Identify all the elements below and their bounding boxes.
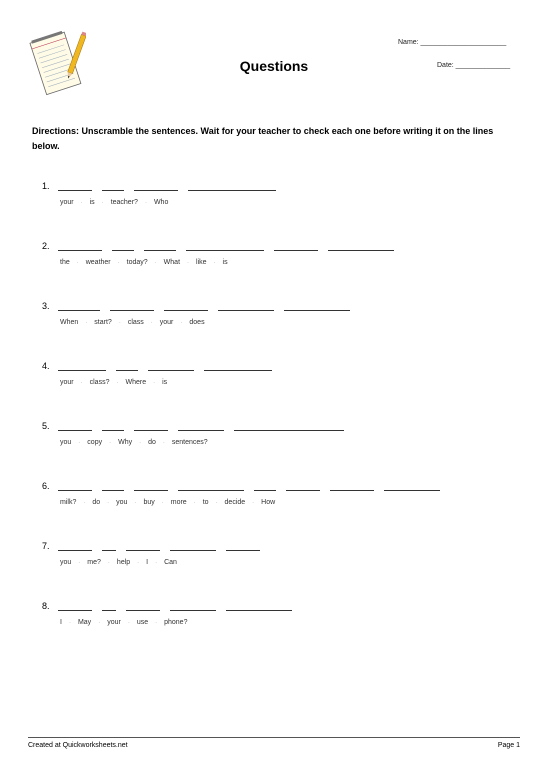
answer-line <box>42 181 286 193</box>
answer-blank <box>58 361 106 371</box>
scrambled-word: class? <box>89 379 110 386</box>
scrambled-word: use <box>136 619 149 626</box>
question-number: 1. <box>42 181 50 191</box>
scrambled-word: buy <box>143 499 155 506</box>
word-separator: · <box>161 500 164 506</box>
scrambled-word: your <box>60 199 74 206</box>
word-separator: · <box>118 320 121 326</box>
word-separator: · <box>155 560 158 566</box>
scrambled-word: Who <box>153 199 169 206</box>
answer-blank <box>134 181 178 191</box>
scrambled-words <box>60 379 167 386</box>
scrambled-word: more <box>170 499 187 506</box>
scrambled-word: When <box>60 319 79 326</box>
question-number: 6. <box>42 481 50 491</box>
scrambled-word: your <box>107 619 121 626</box>
question-item <box>42 421 522 461</box>
answer-blank <box>58 181 92 191</box>
word-separator: · <box>150 320 153 326</box>
answer-blank <box>112 241 134 251</box>
scrambled-word: does <box>189 319 205 326</box>
scrambled-word: you <box>116 499 128 506</box>
question-number: 3. <box>42 301 50 311</box>
scrambled-word: start? <box>94 319 112 326</box>
answer-blank <box>58 481 92 491</box>
scrambled-word: sentences? <box>171 439 208 446</box>
scrambled-word: your <box>60 379 74 386</box>
word-separator: · <box>107 560 110 566</box>
word-separator: · <box>78 440 81 446</box>
scrambled-word: is <box>162 379 168 386</box>
question-item <box>42 601 522 641</box>
question-number: 7. <box>42 541 50 551</box>
answer-line <box>42 361 282 373</box>
answer-blank <box>164 301 208 311</box>
word-separator: · <box>193 500 196 506</box>
scrambled-word: Why <box>118 439 133 446</box>
answer-blank <box>284 301 350 311</box>
answer-blank <box>116 361 138 371</box>
scrambled-word: is <box>222 259 228 266</box>
answer-blank <box>226 601 292 611</box>
scrambled-word: teacher? <box>110 199 138 206</box>
scrambled-word: phone? <box>164 619 188 626</box>
word-separator: · <box>98 620 101 626</box>
scrambled-word: your <box>159 319 174 326</box>
scrambled-word: milk? <box>60 499 77 506</box>
word-separator: · <box>134 500 137 506</box>
scrambled-word: Where <box>125 379 147 386</box>
scrambled-words <box>60 499 275 506</box>
answer-blank <box>102 541 116 551</box>
answer-line <box>42 421 354 433</box>
scrambled-word: you <box>60 559 72 566</box>
answer-blank <box>226 541 260 551</box>
answer-blank <box>58 241 102 251</box>
scrambled-word: decide <box>224 499 246 506</box>
answer-blank <box>178 481 244 491</box>
word-separator: · <box>101 200 104 206</box>
word-separator: · <box>107 500 110 506</box>
page-title: Questions <box>239 58 309 74</box>
answer-blank <box>204 361 272 371</box>
word-separator: · <box>215 500 218 506</box>
answer-blank <box>254 481 276 491</box>
name-field: Name: ______________________ <box>398 39 507 46</box>
answer-blank <box>134 421 168 431</box>
scrambled-word: weather <box>85 259 111 266</box>
answer-blank <box>218 301 274 311</box>
scrambled-word: do <box>92 499 101 506</box>
scrambled-word: like <box>196 259 207 266</box>
answer-blank <box>274 241 318 251</box>
question-number: 5. <box>42 421 50 431</box>
answer-blank <box>102 181 124 191</box>
footer-divider <box>28 737 520 738</box>
question-number: 8. <box>42 601 50 611</box>
answer-line <box>42 541 270 553</box>
scrambled-word: is <box>89 199 95 206</box>
scrambled-words <box>60 199 168 206</box>
word-separator: · <box>116 380 119 386</box>
word-separator: · <box>154 260 157 266</box>
word-separator: · <box>155 620 158 626</box>
scrambled-words <box>60 319 205 326</box>
scrambled-word: help <box>116 559 131 566</box>
word-separator: · <box>85 320 88 326</box>
answer-line <box>42 601 302 613</box>
answer-blank <box>102 601 116 611</box>
directions-text: Directions: Unscramble the sentences. Wait for your teacher to check each one before writing it on the lines below. <box>32 126 494 151</box>
scrambled-word: me? <box>87 559 101 566</box>
answer-line <box>42 301 360 313</box>
scrambled-word: Can <box>164 559 177 566</box>
answer-blank <box>126 541 160 551</box>
scrambled-word: you <box>60 439 72 446</box>
word-separator: · <box>127 620 130 626</box>
word-separator: · <box>180 320 183 326</box>
word-separator: · <box>83 500 86 506</box>
word-separator: · <box>137 560 140 566</box>
answer-blank <box>328 241 394 251</box>
question-number: 2. <box>42 241 50 251</box>
answer-blank <box>134 481 168 491</box>
question-item <box>42 181 522 221</box>
answer-blank <box>102 421 124 431</box>
answer-line <box>42 481 450 493</box>
word-separator: · <box>144 200 147 206</box>
scrambled-words <box>60 259 228 266</box>
word-separator: · <box>68 620 71 626</box>
scrambled-word: do <box>148 439 156 446</box>
question-item <box>42 241 522 281</box>
word-separator: · <box>213 260 216 266</box>
question-item <box>42 361 522 401</box>
answer-blank <box>58 541 92 551</box>
question-number: 4. <box>42 361 50 371</box>
answer-blank <box>186 241 264 251</box>
scrambled-word: What <box>163 259 181 266</box>
question-item <box>42 541 522 581</box>
scrambled-word: How <box>261 499 276 506</box>
answer-blank <box>110 301 154 311</box>
answer-blank <box>384 481 440 491</box>
word-separator: · <box>252 500 255 506</box>
answer-blank <box>234 421 344 431</box>
scrambled-words <box>60 619 187 626</box>
answer-blank <box>170 541 216 551</box>
answer-blank <box>178 421 224 431</box>
answer-blank <box>170 601 216 611</box>
word-separator: · <box>80 380 83 386</box>
scrambled-word: copy <box>87 439 103 446</box>
word-separator: · <box>139 440 142 446</box>
word-separator: · <box>76 260 79 266</box>
answer-blank <box>286 481 320 491</box>
answer-blank <box>58 421 92 431</box>
answer-line <box>42 241 404 253</box>
word-separator: · <box>162 440 165 446</box>
page-number: Page 1 <box>497 742 520 749</box>
answer-blank <box>148 361 194 371</box>
word-separator: · <box>187 260 190 266</box>
word-separator: · <box>117 260 120 266</box>
scrambled-word: May <box>77 619 92 626</box>
word-separator: · <box>153 380 156 386</box>
footer-credit: Created at Quickworksheets.net <box>28 742 128 749</box>
scrambled-word: the <box>60 259 70 266</box>
word-separator: · <box>109 440 112 446</box>
question-item <box>42 481 522 521</box>
scrambled-word: I <box>146 559 149 566</box>
scrambled-word: class <box>127 319 144 326</box>
answer-blank <box>330 481 374 491</box>
scrambled-words <box>60 559 177 566</box>
date-field: Date: ______________ <box>437 62 511 69</box>
word-separator: · <box>78 560 81 566</box>
answer-blank <box>126 601 160 611</box>
answer-blank <box>102 481 124 491</box>
answer-blank <box>58 301 100 311</box>
scrambled-words <box>60 439 208 446</box>
answer-blank <box>188 181 276 191</box>
answer-blank <box>144 241 176 251</box>
question-item <box>42 301 522 341</box>
word-separator: · <box>80 200 83 206</box>
answer-blank <box>58 601 92 611</box>
scrambled-word: to <box>202 499 209 506</box>
scrambled-word: I <box>60 619 62 626</box>
scrambled-word: today? <box>126 259 148 266</box>
